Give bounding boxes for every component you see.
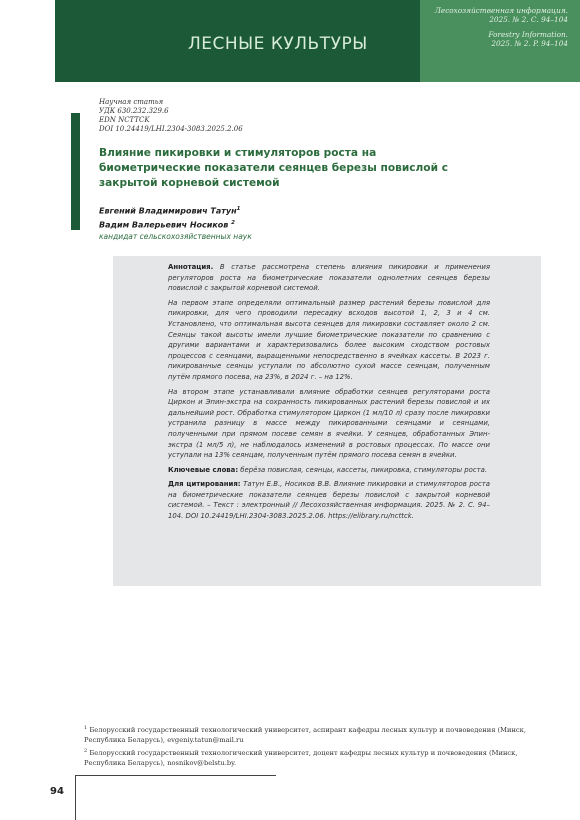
journal-section-title: ЛЕСНЫЕ КУЛЬТУРЫ	[188, 34, 368, 54]
footnote-2-mark: 2	[84, 748, 88, 755]
footnote-2	[84, 747, 544, 768]
author-2-name: Вадим Валерьевич Носиков	[99, 220, 229, 230]
abstract-paragraph-3: На втором этапе устанавливали влияние обработки сеянцев регуляторами роста Циркон и Эпин-экстра на сохранность пикированных растений березы повислой и их дальнейший рост. Обработка стимулятором Циркон (1 мл/10 л) сразу после пикировки устранила разницу в массе между пикированными сеянцами и сеянцами, полученными при прямом посеве семян в ячейки. У сеянцев, обработанных Эпин-экстра (1 мл/5 л), не наблюдалось изменений в ростовых процессах. По массе они уступали на 13% сеянцам, полученным путём прямого посева семян в ячейки.	[168, 387, 490, 460]
author-2	[99, 220, 235, 230]
footnote-1-text: Белорусский государственный технологический университет, аспирант кафедры лесных культур и почвоведения (Минск, Республика Беларусь), evgeniy.tatun@mail.ru	[84, 726, 526, 744]
journal-info-en-line2: 2025. № 2. P. 94–104	[491, 39, 568, 49]
doi: DOI 10.24419/LHI.2304-3083.2025.2.06	[99, 125, 243, 133]
article-title: Влияние пикировки и стимуляторов роста на биометрические показатели сеянцев березы повислой с закрытой корневой системой	[99, 147, 448, 189]
abstract-p1-text: В статье рассмотрена степень влияния пикировки и применения регуляторов роста на биометрические показатели однолетних сеянцев березы повислой с закрытой корневой системой.	[168, 263, 490, 293]
left-accent-bar	[71, 113, 80, 230]
author-1-name: Евгений Владимирович Татун	[99, 206, 237, 216]
author-1-footnote-mark: 1	[236, 206, 241, 212]
keywords	[168, 465, 490, 476]
citation	[168, 479, 490, 521]
udk: УДК 630.232.329.6	[99, 107, 169, 115]
citation-label: Для цитирования:	[168, 480, 241, 489]
keywords-text: берёза повислая, сеянцы, кассеты, пикировка, стимуляторы роста.	[240, 465, 488, 474]
footnote-1-mark: 1	[84, 725, 88, 731]
journal-citation-info	[418, 6, 568, 49]
footnote-2-text: Белорусский государственный технологический университет, доцент кафедры лесных культур и почвоведения (Минск, Республика Беларусь), nosnikov@belstu.by.	[84, 749, 518, 768]
author-2-footnote-mark: 2	[231, 220, 235, 226]
abstract	[168, 262, 490, 526]
journal-info-en-line1: Forestry Information.	[488, 29, 568, 39]
abstract-paragraph-1	[168, 262, 490, 294]
footer-rule	[76, 775, 276, 776]
footnote-1	[84, 724, 544, 745]
journal-info-ru-line1: Лесохозяйственная информация.	[434, 6, 568, 15]
citation-text: Татун Е.В., Носиков В.В. Влияние пикировки и стимуляторов роста на биометрические показатели сеянцев березы повислой с закрытой корневой системой. – Текст : электронный // Лесохозяйственная информация. 2025. № 2. С. 94–104. DOI 10.24419/LHI.2304-3083.2025.2.06. https://elibrary.ru/ncttck.	[168, 480, 490, 521]
author-degree: кандидат сельскохозяйственных наук	[99, 232, 252, 241]
article-type: Научная статья	[99, 98, 164, 106]
page-number: 94	[50, 786, 64, 797]
page-number-divider	[75, 775, 76, 820]
abstract-paragraph-2: На первом этапе определяли оптимальный размер растений березы повислой для пикировки, для чего проводили пересадку всходов высотой 1, 2, 3 и 4 см. Установлено, что оптимальная высота сеянцев для пикировки составляет около 2 см. Сеянцы такой высоты имели лучшие биометрические показатели по сравнению с другими вариантами и характеризовались более высоким сходством ростовых процессов с сеянцами, выращенными непосредственно в ячейках кассеты. В 2023 г. пикированные сеянцы уступали по абсолютно сухой массе сеянцам, полученным путём прямого посева, на 23%, в 2024 г. – на 12%.	[168, 298, 490, 381]
author-1	[99, 206, 240, 216]
keywords-label: Ключевые слова:	[168, 465, 239, 474]
edn: EDN NCTTCK	[99, 116, 150, 124]
journal-info-ru-line2: 2025. № 2. С. 94–104	[489, 15, 568, 25]
abstract-label: Аннотация.	[168, 263, 214, 271]
footnotes	[84, 724, 544, 771]
article-meta	[99, 98, 243, 134]
